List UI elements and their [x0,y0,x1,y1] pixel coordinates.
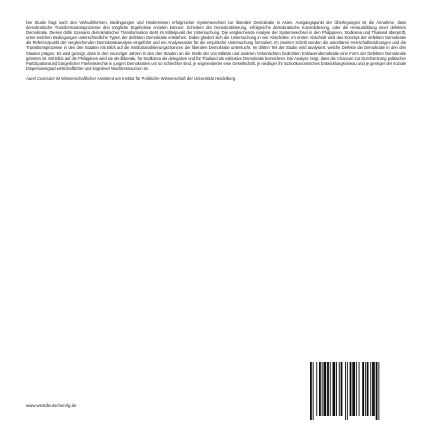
barcode-bar [310,362,312,420]
barcode-bar [362,362,364,416]
barcode-bar [316,362,317,416]
barcode-bar [336,362,337,416]
barcode-bar [367,362,369,416]
back-cover [26,20,406,420]
barcode-bar [341,362,343,416]
author-bio: ist Wissenschaftlicher Assistent am Institut für Politische Wissenschaft der Universität Heidelberg. [54,75,237,81]
barcode-bar [356,362,357,416]
author-name: Aurel Croissant [26,75,55,81]
barcode-bar [359,362,360,416]
barcode-bar [372,362,375,416]
barcode-bar [365,362,366,416]
barcode-bar [350,362,352,416]
barcode-bar [345,362,346,420]
author-note [26,76,326,81]
isbn-barcode-icon [306,358,406,420]
barcode-bar [370,362,371,416]
barcode-bar [378,362,379,420]
barcode-bar [352,362,355,416]
cover-footer [26,358,406,420]
barcode-bar [327,362,329,416]
barcode-bar [339,362,340,416]
barcode-bar [313,362,314,420]
barcode-bar [333,362,336,416]
barcode-bar [347,362,348,420]
barcode-bar [322,362,323,416]
book-abstract: Die Studie fragt nach den Verlaufsformen, Bedingungen und Hindernissen erfolgreicher Systemwechsel zur liberalen Demokratie in Asien. Ausgangspunkt der Überlegungen ist die Annahme, dass demokratische Transformationsprozesse drei mögliche Ergebnisse erzielen können: Scheitern der Demokratisierung, erfolgreiche demokratische Konsolidierung, oder die Herausbildung einer defekten Demokratie. Dieses dritte Szenario demokratischer Transformation steht im Mittelpunkt der Untersuchung. Die vergleichende Analyse der Systemwechsel in den Philippinen, Südkorea und Thailand überprüft, unter welchen Bedingungen unterschiedliche Typen der defekten Demokratie entstehen. Dabei gliedert sich die Untersuchung in vier Abschnitte. Im ersten Abschnitt wird das Konzept der defekten Demokratie als Referenzpunkt der vergleichenden Demokratieanalyse eingeführt und ein Analyseraster für die empirische Untersuchung formuliert. Im zweiten Schritt werden die autoritären Herrschaftsordnungen und die Transitionsprozesse in den drei Staaten mit Blick auf die Institutionalisierungschancen der liberalen Demokratie untersucht. Im dritten Teil der Studie wird analysiert, welche Defekte die Demokratie in den drei Staaten prägen. Es wird gezeigt, dass in den neunziger Jahren in den drei Staaten an die Stelle der von Militärs und anderen Vetomächten bedrohten Enklavendemokratie eine Form der Defekten Demokratie getreten ist. Mit Blick auf die Philippinen wird sie als illiberale, für Südkorea als delegative und für Thailand als exklusive Demokratie bezeichnet. Die Analyse zeigt, dass die Chancen zur Durchsetzung politischer Partizipationsund bürgerlicher Freiheitsrechte in jungen Demokratien um so schlechter sind, je segmentierter eine Gesellschaft, je niedriger ihr sozioökonomisches Entwicklungsniveau und je geringer der soziale Dispersionsgrad wirtschaftlicher und kognitiver Machtressourcen ist. [26,20,406,71]
publisher-website[interactable]: www.westdeutschervlg.de [26,403,77,408]
barcode-bar [376,362,378,420]
barcode-bar [324,362,327,416]
barcode-bar [330,362,331,416]
barcode-bar [319,362,321,416]
